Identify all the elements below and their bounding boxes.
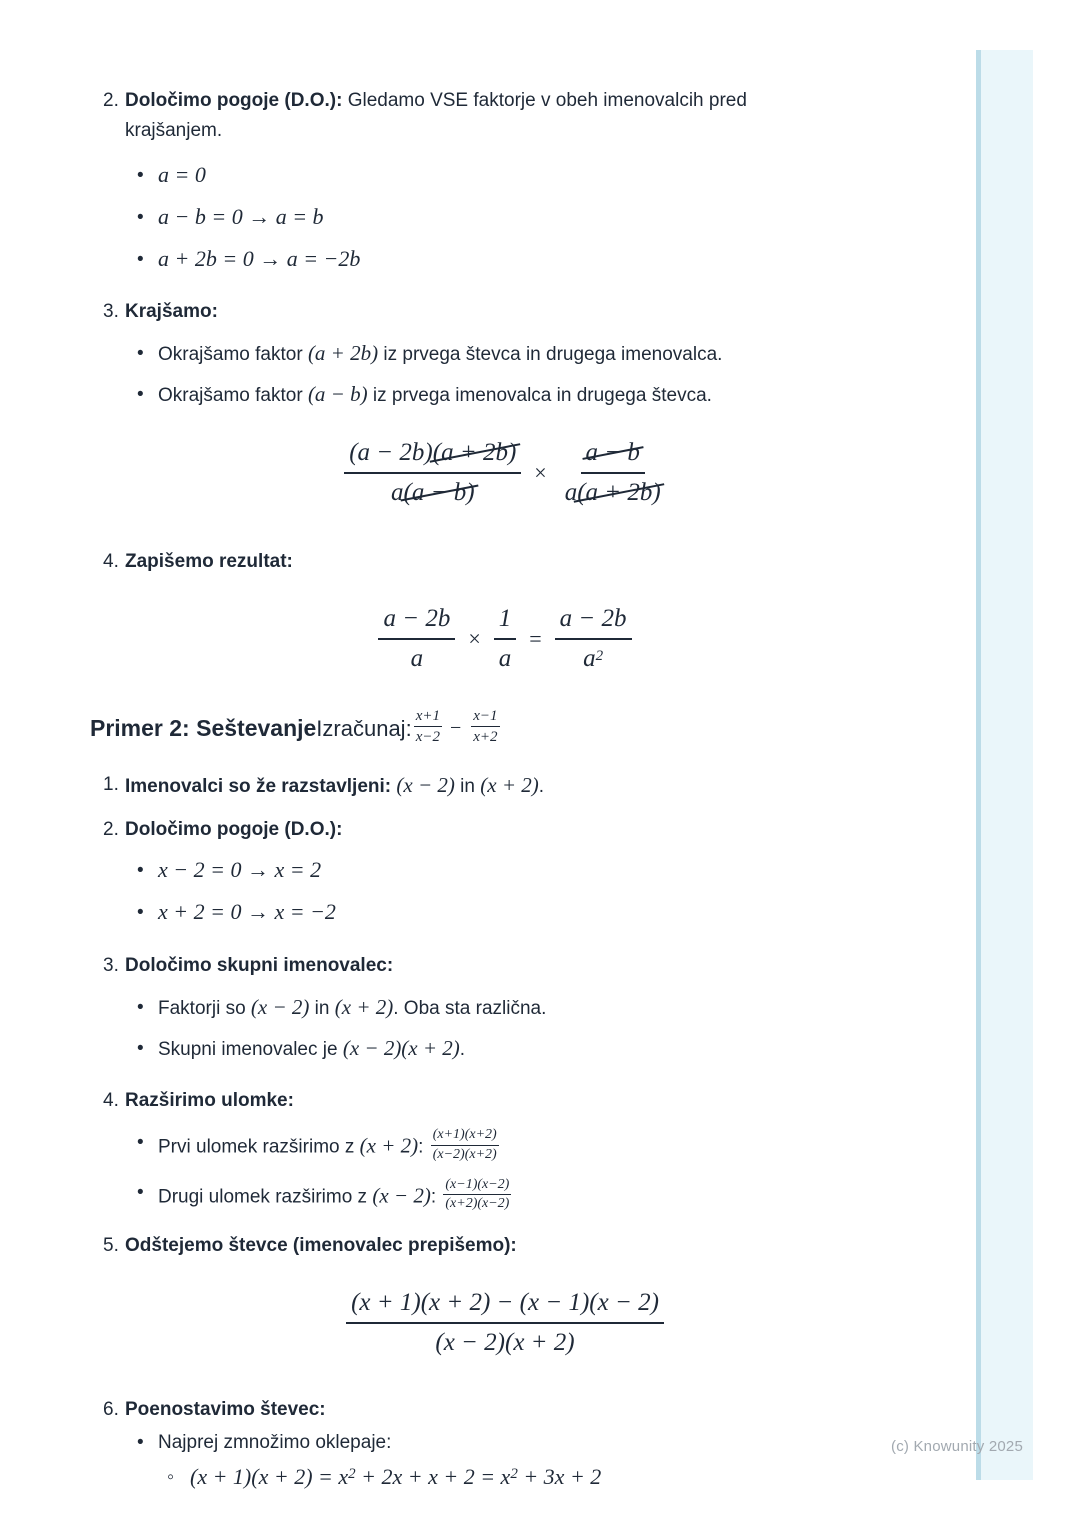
- multiplication-operator: ×: [534, 460, 547, 485]
- list-item-4b: [103, 1086, 911, 1215]
- display-formula-subtraction: [125, 1289, 885, 1357]
- text-bullet-list: [125, 1429, 911, 1456]
- sub-bullet: [125, 1462, 911, 1492]
- text-bullet-list: [125, 994, 911, 1063]
- math-expression: x − 2 = 0 → x = 2: [158, 857, 322, 882]
- text-bullet: [125, 1129, 911, 1166]
- fraction: [494, 605, 517, 673]
- text-bullet: [125, 340, 911, 368]
- math-expression: a = 0: [158, 162, 206, 187]
- bullet-text: in: [309, 998, 335, 1019]
- item-heading: Razširimo ulomke:: [125, 1090, 294, 1111]
- fraction-numerator: (x+1)(x+2): [431, 1127, 499, 1146]
- copyright-watermark: (c) Knowunity 2025: [891, 1438, 1024, 1455]
- fraction-numerator: [344, 439, 521, 474]
- fraction: [378, 605, 455, 673]
- list-item-5b: [103, 1231, 911, 1357]
- list-item-3a: [103, 297, 911, 507]
- math-bullet: [125, 162, 911, 188]
- item-heading: Določimo pogoje (D.O.):: [125, 819, 343, 840]
- math-expression: (x − 2)(x + 2): [435, 1329, 575, 1357]
- list-item-2a: [103, 86, 911, 272]
- fraction-denominator: [560, 474, 666, 507]
- item-heading: Odštejemo števce (imenovalec prepišemo):: [125, 1235, 517, 1257]
- right-margin-highlight: [976, 50, 1033, 1480]
- math-cancelled-factor: (a + 2b): [577, 479, 661, 506]
- fraction: [555, 605, 632, 673]
- bullet-text: Skupni imenovalec je: [158, 1039, 343, 1060]
- item-heading: Zapišemo rezultat:: [125, 551, 293, 572]
- math-expression: (a + 2b): [307, 341, 379, 365]
- fraction-denominator: (x+2)(x−2): [445, 1196, 510, 1212]
- minus-operator: −: [449, 717, 462, 739]
- math-expression: a − 2b: [559, 605, 627, 632]
- math-expression: (x + 1)(x + 2) − (x − 1)(x − 2): [351, 1289, 659, 1317]
- item-number: 3.: [103, 301, 119, 322]
- inline-fraction: [414, 707, 442, 746]
- item-text: [125, 951, 911, 981]
- fraction-numerator: x+1: [414, 707, 442, 727]
- fraction-numerator: (x−1)(x−2): [443, 1177, 511, 1196]
- list-item-3b: [103, 951, 911, 1063]
- math-expression: x + 2 = 0 → x = −2: [158, 899, 336, 924]
- item-text: [125, 86, 825, 146]
- bullet-text: :: [430, 1185, 442, 1207]
- item-text: [125, 1086, 911, 1116]
- math-expression: a: [498, 645, 512, 672]
- fraction-denominator: [578, 640, 608, 673]
- text-bullet: [125, 1035, 911, 1063]
- math-bullet-list: [125, 857, 911, 925]
- math-exponent: 2: [348, 1466, 356, 1483]
- item-number: 2.: [103, 90, 119, 111]
- math-cancelled-factor: (a − b): [403, 479, 475, 506]
- fraction-denominator: x+2: [473, 729, 498, 745]
- bullet-text: . Oba sta različna.: [393, 998, 547, 1019]
- fraction-numerator: [494, 605, 517, 640]
- bullet-text: Faktorji so: [158, 998, 251, 1019]
- primer-instruction: Izračunaj:: [316, 715, 412, 741]
- math-kept-factor: a: [391, 479, 404, 506]
- item-text-mid: in: [454, 776, 481, 797]
- equals-sign: =: [529, 626, 542, 651]
- math-bullet-list: [125, 162, 911, 272]
- primer-2-heading: [90, 709, 911, 748]
- bullet-text: iz prvega imenovalca in drugega števca.: [367, 385, 712, 406]
- item-heading: Določimo skupni imenovalec:: [125, 955, 394, 976]
- fraction-denominator: [386, 474, 480, 507]
- fraction-denominator: x−2: [415, 729, 440, 745]
- display-formula-cancellation: [125, 439, 885, 507]
- text-bullet: [125, 994, 911, 1022]
- item-number: 4.: [103, 1090, 119, 1111]
- multiplication-operator: ×: [468, 626, 481, 651]
- math-kept-factor: (a − 2b): [349, 439, 433, 466]
- item-number: 6.: [103, 1399, 119, 1421]
- text-bullet: [125, 1176, 911, 1216]
- inline-fraction: [431, 1127, 499, 1164]
- fraction-denominator: [406, 640, 429, 673]
- item-text: [125, 1395, 911, 1425]
- item-text-end: .: [538, 776, 545, 797]
- item-heading: Krajšamo:: [125, 301, 218, 322]
- math-expression: (x − 2): [250, 995, 310, 1019]
- bullet-text: Okrajšamo faktor: [158, 385, 308, 406]
- bullet-text: :: [418, 1136, 429, 1158]
- math-expression: a: [410, 645, 424, 672]
- item-heading: Imenovalci so že razstavljeni:: [125, 776, 392, 797]
- math-expression: (a − b): [307, 382, 368, 406]
- item-text: [125, 547, 911, 577]
- fraction-numerator: x−1: [471, 707, 499, 727]
- math-cancelled-factor: a − b: [585, 439, 640, 466]
- inline-fraction: [471, 707, 499, 746]
- bullet-text: Drugi ulomek razširimo z: [158, 1185, 373, 1207]
- fraction-numerator: [346, 1289, 664, 1324]
- item-heading: Določimo pogoje (D.O.):: [125, 90, 343, 111]
- bullet-text: iz prvega števca in drugega imenovalca.: [378, 344, 723, 365]
- math-expression: a − b = 0 → a = b: [158, 204, 324, 229]
- math-expression: (x + 2): [359, 1133, 419, 1158]
- primer-title: Primer 2: Seštevanje: [90, 715, 317, 741]
- fraction: [344, 439, 521, 507]
- fraction-numerator: [555, 605, 632, 640]
- math-segment: + 3x + 2: [517, 1464, 602, 1490]
- item-text-rest: Gledamo VSE faktorje v obeh imenovalcih pred krajšanjem.: [125, 90, 747, 141]
- item-text: [125, 815, 911, 845]
- math-segment: + 2x + x + 2 = x: [355, 1464, 511, 1490]
- math-expression: (x − 2): [372, 1182, 431, 1207]
- math-expression: (x + 2): [480, 773, 539, 797]
- text-bullet-list: [125, 1129, 911, 1215]
- list-item-6b: [103, 1395, 911, 1492]
- math-segment: (x + 1)(x + 2) = x: [190, 1464, 349, 1490]
- item-number: 5.: [103, 1235, 119, 1257]
- fraction-numerator: [581, 439, 645, 474]
- math-expression: (x − 2): [396, 773, 455, 797]
- fraction: [560, 439, 666, 507]
- item-number: 3.: [103, 955, 119, 976]
- math-cancelled-factor: (a + 2b): [432, 439, 517, 466]
- bullet-text: Najprej zmnožimo oklepaje:: [158, 1432, 392, 1454]
- math-bullet: [125, 204, 911, 230]
- item-text: [125, 1231, 911, 1261]
- math-expression: a + 2b = 0 → a = −2b: [158, 246, 361, 271]
- list-item-4a: [103, 547, 911, 673]
- sub-bullet-list: [125, 1462, 911, 1492]
- math-expression: (x − 2)(x + 2): [342, 1036, 460, 1060]
- math-kept-factor: a: [564, 479, 578, 506]
- fraction-denominator: (x−2)(x+2): [432, 1146, 497, 1162]
- math-bullet: [125, 857, 911, 883]
- text-bullet: [125, 1429, 911, 1456]
- item-text: [125, 297, 911, 327]
- inline-fraction: [443, 1177, 511, 1214]
- display-formula-result: [125, 605, 885, 673]
- text-bullet: [125, 381, 911, 409]
- item-heading: Poenostavimo števec:: [125, 1399, 326, 1421]
- math-expression: (x + 2): [334, 995, 394, 1019]
- item-number: 2.: [103, 819, 119, 840]
- math-exponent: 2: [595, 648, 604, 664]
- math-expression: a − 2b: [383, 605, 451, 632]
- bullet-text: Prvi ulomek razširimo z: [158, 1136, 360, 1158]
- bullet-text: Okrajšamo faktor: [158, 344, 308, 365]
- text-bullet-list: [125, 340, 911, 409]
- math-bullet: [125, 246, 911, 272]
- math-exponent: 2: [510, 1466, 518, 1483]
- fraction-denominator: [494, 640, 517, 673]
- document-content: [90, 86, 911, 1492]
- math-bullet: [125, 899, 911, 925]
- list-item-1b: [103, 770, 911, 802]
- list-item-2b: [103, 815, 911, 925]
- fraction-denominator: [430, 1324, 579, 1357]
- fraction-numerator: [378, 605, 455, 640]
- fraction: [346, 1289, 664, 1357]
- item-number: 4.: [103, 551, 119, 572]
- item-number: 1.: [103, 774, 119, 795]
- math-base: a: [583, 645, 596, 672]
- math-expression: 1: [498, 605, 512, 632]
- item-text: [125, 770, 911, 802]
- bullet-text: .: [459, 1039, 466, 1060]
